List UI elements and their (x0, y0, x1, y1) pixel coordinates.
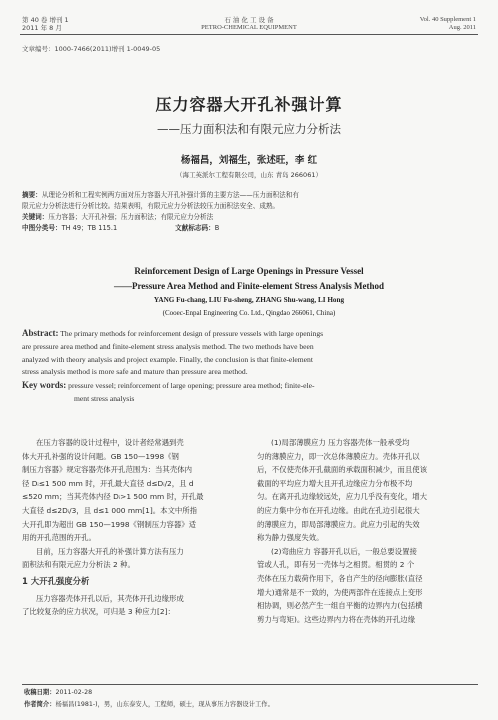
abstract-cn-line (22, 190, 477, 201)
abstract-cn-line: 限元应力分析法进行分析比较。结果表明，有限元应力分析法较压力面积法安全、成熟。 (22, 202, 280, 210)
body-line: ≤520 mm；当其壳体内径 Dᵢ>1 500 mm 时，开孔最 (22, 492, 204, 502)
page-subtitle: ——压力面积法和有限元应力分析法 (157, 122, 341, 136)
english-abstract-label: Abstract: (22, 328, 59, 338)
english-abstract-line: are pressure area method and finite-element stress analysis method. The two methods have been (22, 341, 314, 351)
english-keywords-cont: ment stress analysis (74, 393, 135, 403)
author-bio-text: 杨福昌(1981-)，男，山东泰安人，工程师，硕士，现从事压力容器设计工作。 (55, 701, 274, 708)
body-line: 相协调，则必然产生一组自平衡的边界内力(包括横 (257, 601, 423, 611)
keywords-cn-label: 关键词： (22, 213, 49, 221)
body-line: 制压力容器》规定容器壳体开孔范围为：当其壳体内 (22, 465, 192, 475)
english-abstract (22, 327, 478, 406)
body-line: 径 Dᵢ≤1 500 mm 时，开孔最大直径 d≤Dᵢ/2，且 d (22, 478, 194, 488)
affiliation: （海工英派尔工程有限公司，山东 青岛 266061） (176, 171, 322, 179)
body-line: 增大)通常是不一致的，为使两部件在连接点上变形 (257, 587, 423, 597)
english-subtitle: ——Pressure Area Method and Finite-element Stress Analysis Method (113, 281, 385, 291)
received-value: 2011-02-28 (55, 689, 93, 696)
body-line: 大直径 d≤2Dᵢ/3，且 d≤1 000 mm[1]。本文中所指 (22, 505, 198, 515)
body-line: 后，不仅使壳体开孔截面的承载面积减少，而且使该 (257, 465, 427, 475)
header-date-en: Aug. 2011 (448, 24, 476, 31)
article-number: 文章编号：1000-7466(2011)增刊 1-0049-05 (22, 45, 161, 53)
page-title: 压力容器大开孔补强计算 (155, 95, 343, 114)
doc-code-label: 文献标志码： (175, 224, 215, 232)
body-line: 压力容器壳体开孔以后，其壳体开孔边缘形成 (36, 593, 184, 603)
body-line: 的应力集中分布在开孔边缘。由此在孔边引起很大 (257, 505, 420, 515)
english-affiliation: (Cooec-Enpal Engineering Co. Ltd., Qingdao 266061, China) (162, 309, 336, 317)
classification (22, 223, 477, 234)
english-keywords-text: pressure vessel; reinforcement of large opening; pressure area method; finite-ele- (68, 381, 315, 391)
body-line: 剪力与弯矩)。这些边界内力将在壳体的开孔边缘 (257, 614, 416, 624)
header-vol-en: Vol. 40 Supplement 1 (419, 16, 476, 23)
body-line: 管或人孔，即有另一壳体与之相贯。相贯的 2 个 (257, 560, 415, 570)
footnote (24, 687, 478, 711)
english-keywords-label: Key words: (22, 380, 67, 391)
header-date: 2011 年 8 月 (22, 24, 62, 32)
section-heading: 1 大开孔强度分析 (22, 575, 90, 586)
body-line: 体大开孔补强的设计问题。GB 150—1998《钢 (22, 451, 179, 461)
abstract-cn (22, 190, 477, 234)
english-abstract-line: analyzed with theory analysis and project example. Finally, the conclusion is that finite-element (22, 354, 313, 364)
body-line: 面积法和有限元应力分析法 2 种。 (22, 560, 135, 570)
received-label: 收稿日期： (24, 689, 56, 696)
abstract-cn-text: 从理论分析和工程实例两方面对压力容器大开孔补强计算的主要方法——压力面积法和有 (41, 191, 299, 199)
body-line: 用的开孔范围的开孔。 (22, 533, 96, 543)
author-bio (24, 699, 478, 711)
classification-label: 中图分类号： (22, 224, 62, 232)
body-line: 的薄膜应力，即局部薄膜应力。此应力引起的失效 (257, 519, 420, 529)
body-line: 匀的薄膜应力，即一次总体薄膜应力。壳体开孔以 (257, 451, 420, 461)
keywords-cn-text: 压力容器；大开孔补强；压力面积法；有限元应力分析法 (48, 213, 214, 221)
keywords-cn (22, 212, 477, 223)
body-line: 截面的平均应力增大且开孔边缘应力分布极不均 (257, 478, 413, 488)
author-bio-label: 作者简介： (24, 701, 56, 708)
body-line: 壳体在压力载荷作用下，各自产生的径向膨胀(直径 (257, 573, 423, 583)
body-line: 大开孔即为超出 GB 150—1998《钢制压力容器》适 (22, 519, 197, 529)
body-line: 在压力容器的设计过程中，设计者经常遇到壳 (36, 438, 184, 447)
english-authors: YANG Fu-chang, LIU Fu-sheng, ZHANG Shu-wang, LI Hong (153, 296, 345, 304)
body-line: 了比较复杂的应力状况，可归是 3 种应力[2]： (22, 607, 175, 617)
doc-code: B (214, 224, 220, 232)
header-journal-en: PETRO-CHEMICAL EQUIPMENT (201, 24, 297, 31)
received-date (24, 687, 478, 699)
authors: 杨福昌，刘福生，张述旺，李 红 (180, 155, 318, 166)
header-rule (20, 34, 478, 35)
header-volume: 第 40 卷 增刊 1 (22, 16, 69, 24)
classification-text: TH 49；TB 115.1 (61, 224, 118, 232)
footnote-rule (22, 684, 478, 685)
header-journal-cn: 石 油 化 工 设 备 (224, 16, 274, 24)
english-keywords (22, 379, 478, 393)
english-abstract-text: The primary methods for reinforcement design of pressure vessels with large openings (60, 329, 324, 338)
english-abstract-line (22, 327, 478, 341)
right-column (257, 436, 478, 626)
body-line: 称为静力强度失效。 (257, 533, 324, 543)
body-line: (1)局部薄膜应力 压力容器壳体一般承受均 (271, 438, 410, 447)
abstract-cn-label: 摘要： (22, 191, 42, 199)
left-column (22, 436, 239, 619)
body-line: 匀。在离开孔边缘较远处，应力几乎没有变化，增大 (257, 492, 427, 502)
body-line: 目前，压力容器大开孔的补强计算方法有压力 (36, 546, 184, 556)
english-title: Reinforcement Design of Large Openings in Pressure Vessel (134, 266, 364, 276)
english-abstract-line: stress analysis method is more safe and mature than pressure area method. (22, 367, 248, 377)
body-line: (2)弯曲应力 容器开孔以后，一般总要设置接 (271, 546, 417, 556)
